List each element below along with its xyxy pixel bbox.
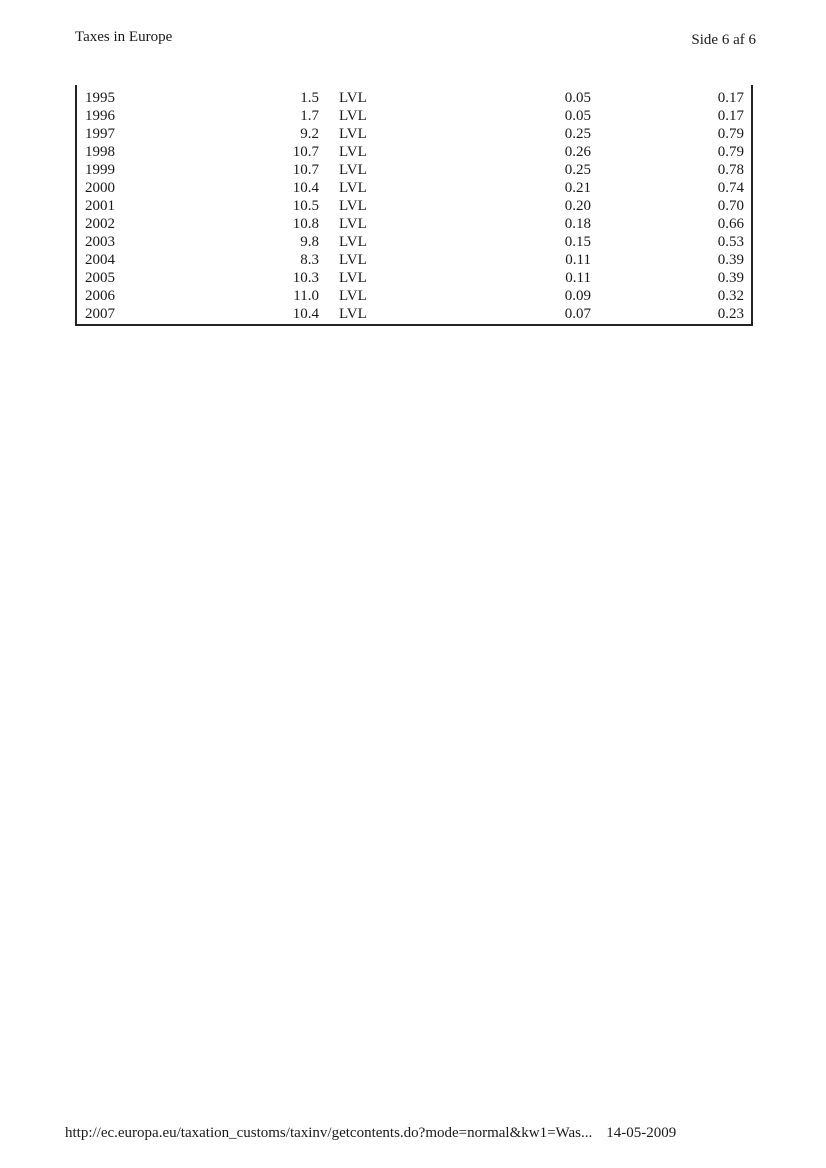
year-cell: 2001 [85,198,115,214]
column-a-cell: 0.11 [565,270,591,286]
table-row [77,269,751,287]
currency-cell: LVL [339,216,367,232]
year-cell: 2002 [85,216,115,232]
page-number: Side 6 af 6 [691,32,756,48]
year-cell: 2007 [85,306,115,322]
table-row [77,287,751,305]
column-a-cell: 0.20 [564,198,591,214]
column-b-cell: 0.53 [717,234,744,250]
year-cell: 1998 [85,144,115,160]
currency-cell: LVL [339,162,367,178]
table-row [77,143,751,161]
value-cell: 10.4 [292,180,319,196]
column-a-cell: 0.25 [564,126,591,142]
column-b-cell: 0.79 [717,144,744,160]
table-row [77,179,751,197]
year-cell: 1995 [85,90,115,106]
table-row [77,89,751,107]
column-b-cell: 0.23 [717,306,744,322]
value-cell: 9.8 [300,234,319,250]
year-cell: 2004 [85,252,115,268]
table-row [77,161,751,179]
year-cell: 1997 [85,126,115,142]
value-cell: 9.2 [300,126,319,142]
column-b-cell: 0.17 [717,90,744,106]
value-cell: 8.3 [300,252,319,268]
currency-cell: LVL [339,252,367,268]
currency-cell: LVL [339,270,367,286]
currency-cell: LVL [339,108,367,124]
year-cell: 2006 [85,288,115,304]
currency-cell: LVL [339,126,367,142]
column-b-cell: 0.74 [717,180,744,196]
year-cell: 2003 [85,234,115,250]
value-cell: 1.5 [300,90,319,106]
column-a-cell: 0.05 [564,90,591,106]
column-a-cell: 0.15 [564,234,591,250]
value-cell: 11.0 [293,288,319,304]
year-cell: 1999 [85,162,115,178]
column-b-cell: 0.66 [717,216,744,232]
year-cell: 1996 [85,108,115,124]
column-a-cell: 0.09 [564,288,591,304]
value-cell: 10.7 [292,144,319,160]
value-cell: 10.3 [292,270,319,286]
column-a-cell: 0.21 [564,180,591,196]
footer-url: http://ec.europa.eu/taxation_customs/taxinv/getcontents.do?mode=normal&kw1=Was... [65,1125,593,1141]
value-cell: 10.7 [292,162,319,178]
year-cell: 2005 [85,270,115,286]
currency-cell: LVL [339,180,367,196]
data-table [75,85,753,326]
column-b-cell: 0.78 [717,162,744,178]
column-a-cell: 0.18 [564,216,591,232]
value-cell: 10.4 [292,306,319,322]
document-title: Taxes in Europe [75,29,173,45]
column-a-cell: 0.11 [565,252,591,268]
value-cell: 10.8 [292,216,319,232]
column-b-cell: 0.39 [717,270,744,286]
currency-cell: LVL [339,90,367,106]
column-a-cell: 0.25 [564,162,591,178]
currency-cell: LVL [339,234,367,250]
value-cell: 1.7 [300,108,319,124]
currency-cell: LVL [339,198,367,214]
footer [65,1125,676,1142]
column-b-cell: 0.70 [717,198,744,214]
table-row [77,215,751,233]
table-row [77,251,751,269]
table-row [77,107,751,125]
column-a-cell: 0.07 [564,306,591,322]
table-row [77,305,751,323]
column-b-cell: 0.39 [717,252,744,268]
column-b-cell: 0.17 [717,108,744,124]
column-b-cell: 0.32 [717,288,744,304]
table-row [77,233,751,251]
column-a-cell: 0.26 [564,144,591,160]
value-cell: 10.5 [292,198,319,214]
column-a-cell: 0.05 [564,108,591,124]
footer-date: 14-05-2009 [606,1125,677,1141]
table-row [77,125,751,143]
column-b-cell: 0.79 [717,126,744,142]
table-row [77,197,751,215]
currency-cell: LVL [339,144,367,160]
currency-cell: LVL [339,306,367,322]
year-cell: 2000 [85,180,115,196]
currency-cell: LVL [339,288,367,304]
